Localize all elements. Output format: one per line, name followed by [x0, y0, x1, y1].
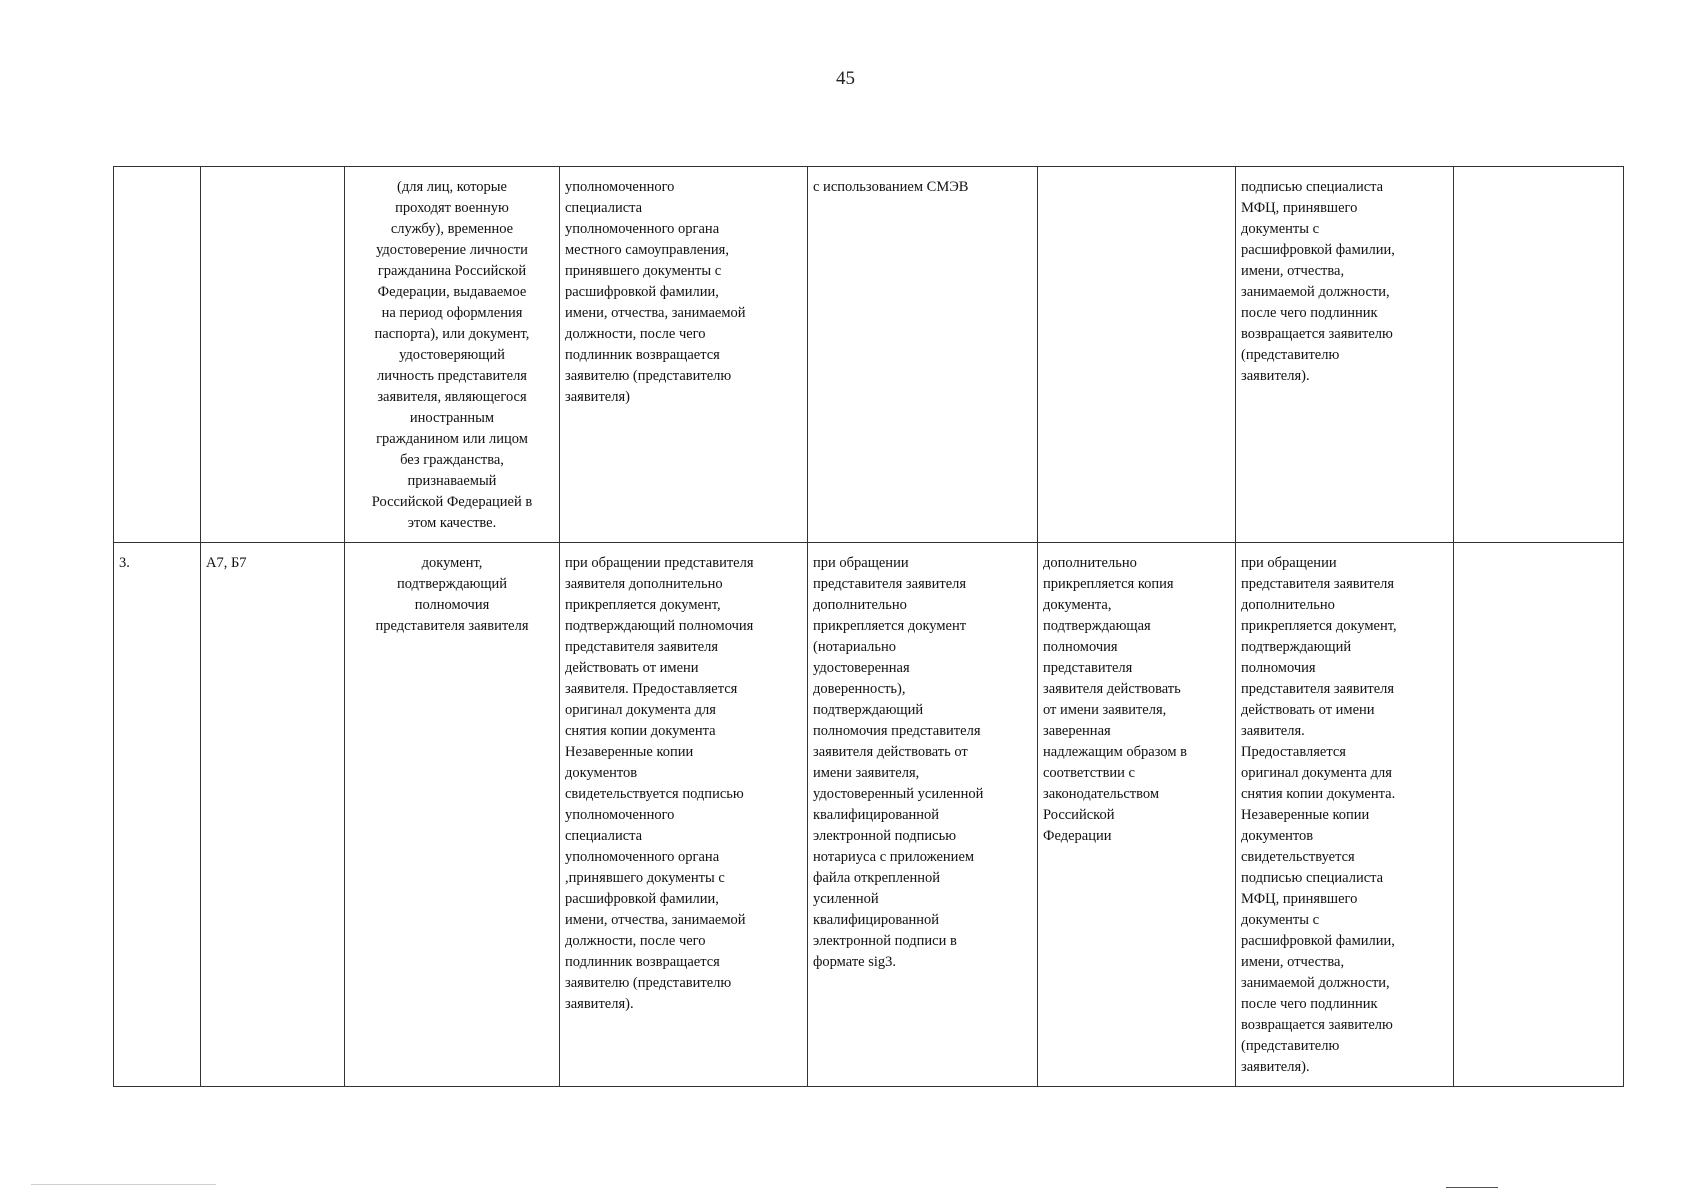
requirements-table: [113, 166, 1624, 1087]
footer-rule-left: [31, 1184, 216, 1185]
submission-in-person-cell: при обращении представителя заявителя дополнительно прикрепляется документ, подтверждающий полномочия представителя заявителя действовать от имени заявителя. Предоставляется оригинал документа для снятия копии документа Незаверенные копии документов свидетельствуется подписью уполномоченного специалиста уполномоченного органа ,принявшего документы с расшифровкой фамилии, имени, отчества, занимаемой должности, после чего подлинник возвращается заявителю (представителю заявителя).: [560, 543, 808, 1087]
submission-mfc-cell: при обращении представителя заявителя дополнительно прикрепляется документ, подтверждающий полномочия представителя заявителя действовать от имени заявителя. Предоставляется оригинал документа для снятия копии документа. Незаверенные копии документов свидетельствуется подписью специалиста МФЦ, принявшего документы с расшифровкой фамилии, имени, отчества, занимаемой должности, после чего подлинник возвращается заявителю (представителю заявителя).: [1236, 543, 1454, 1087]
submission-epgu-cell: с использованием СМЭВ: [808, 167, 1038, 543]
submission-mfc-cell: подписью специалиста МФЦ, принявшего документы с расшифровкой фамилии, имени, отчества, занимаемой должности, после чего подлинник возвращается заявителю (представителю заявителя).: [1236, 167, 1454, 543]
submission-in-person-cell: уполномоченного специалиста уполномоченного органа местного самоуправления, принявшего документы с расшифровкой фамилии, имени, отчества, занимаемой должности, после чего подлинник возвращается заявителю (представителю заявителя): [560, 167, 808, 543]
document-name-cell: документ, подтверждающий полномочия представителя заявителя: [345, 543, 560, 1087]
notes-cell: [1454, 543, 1624, 1087]
submission-epgu-cell: при обращении представителя заявителя дополнительно прикрепляется документ (нотариально удостоверенная доверенность), подтверждающий полномочия представителя заявителя действовать от имени заявителя, удостоверенный усиленной квалифицированной электронной подписью нотариуса с приложением файла открепленной усиленной квалифицированной электронной подписи в формате sig3.: [808, 543, 1038, 1087]
document-code-cell: [201, 167, 345, 543]
footer-rule-right: [1446, 1187, 1498, 1188]
notes-cell: [1454, 167, 1624, 543]
table-row: [114, 167, 1624, 543]
submission-mail-cell: дополнительно прикрепляется копия документа, подтверждающая полномочия представителя заявителя действовать от имени заявителя, заверенная надлежащим образом в соответствии с законодательством Российской Федерации: [1038, 543, 1236, 1087]
row-number-cell: 3.: [114, 543, 201, 1087]
document-code-cell: А7, Б7: [201, 543, 345, 1087]
submission-mail-cell: [1038, 167, 1236, 543]
page-number: 45: [836, 68, 855, 89]
row-number-cell: [114, 167, 201, 543]
table-row: [114, 543, 1624, 1087]
document-name-cell: (для лиц, которые проходят военную службу), временное удостоверение личности гражданина Российской Федерации, выдаваемое на период оформления паспорта), или документ, удостоверяющий личность представителя заявителя, являющегося иностранным гражданином или лицом без гражданства, признаваемый Российской Федерацией в этом качестве.: [345, 167, 560, 543]
